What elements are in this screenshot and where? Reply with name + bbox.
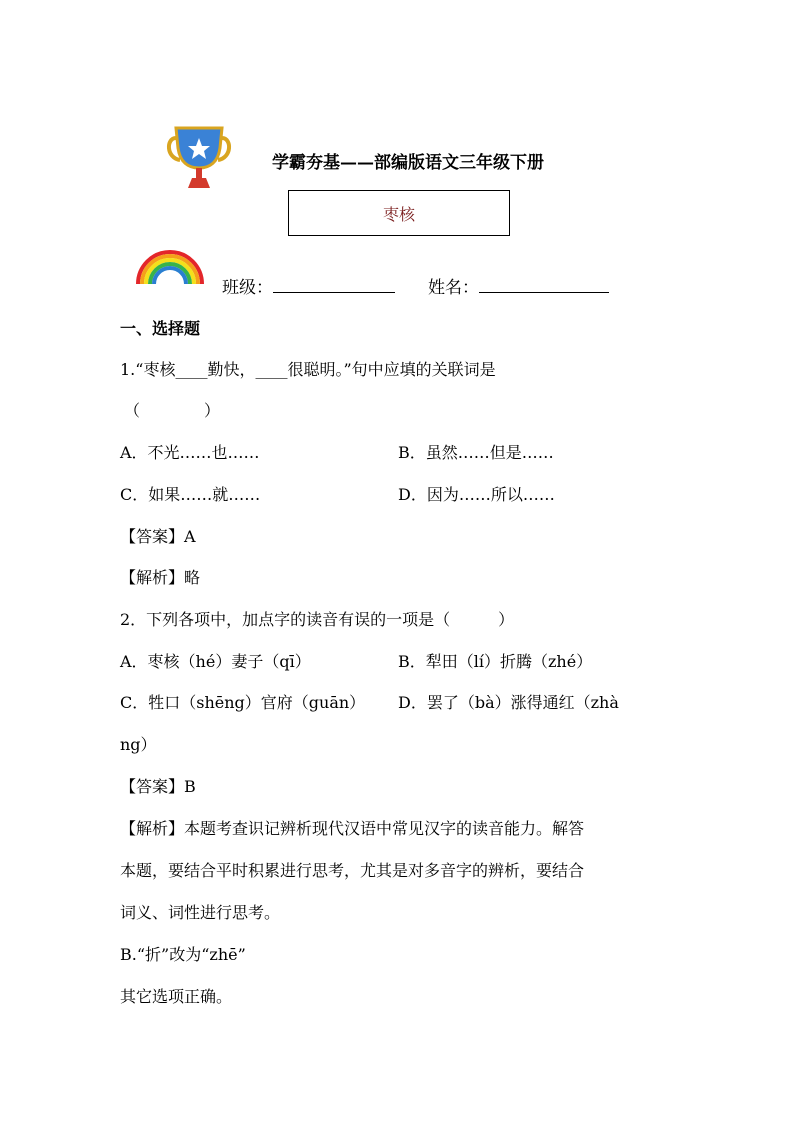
class-label: 班级： [222, 278, 273, 298]
trophy-icon [164, 124, 234, 190]
lesson-title-box [288, 190, 510, 236]
q2-analysis-line: 词义、词性进行思考。 [120, 903, 281, 922]
q1-answer: 【答案】A [120, 527, 196, 546]
q1-analysis: 【解析】略 [120, 568, 201, 587]
q2-option-a: A．枣核（hé）妻子（qī） [120, 652, 311, 671]
class-field [222, 273, 395, 298]
q1-option-a: A．不光……也…… [120, 443, 260, 462]
name-label: 姓名： [428, 278, 479, 298]
class-blank[interactable] [273, 275, 395, 293]
q1-answer-paren: （ ） [124, 401, 221, 420]
q2-analysis-line: 其它选项正确。 [120, 987, 233, 1006]
section-heading: 一、选择题 [120, 319, 201, 338]
q2-analysis-line: 【解析】本题考查识记辨析现代汉语中常见汉字的读音能力。解答 [120, 819, 585, 838]
q1-stem: 1.“枣核____勤快，____很聪明。”句中应填的关联词是 [120, 360, 496, 379]
q1-option-c: C．如果……就…… [120, 485, 261, 504]
q2-answer: 【答案】B [120, 777, 196, 796]
q2-analysis-line: 本题，要结合平时积累进行思考，尤其是对多音字的辨析，要结合 [120, 861, 585, 880]
document-title: 学霸夯基——部编版语文三年级下册 [272, 153, 544, 173]
name-blank[interactable] [479, 275, 609, 293]
lesson-title: 枣核 [382, 204, 415, 224]
q2-stem: 2．下列各项中，加点字的读音有误的一项是（ ） [120, 610, 515, 629]
q2-option-b: B．犁田（lí）折腾（zhé） [398, 652, 593, 671]
q2-analysis-line: B.“折”改为“zhē” [120, 945, 246, 964]
q2-option-d: D．罢了（bà）涨得通红（zhà [398, 693, 619, 712]
q1-option-d: D．因为……所以…… [398, 485, 555, 504]
q2-option-d-continued: ng） [120, 735, 157, 754]
q1-option-b: B．虽然……但是…… [398, 443, 554, 462]
name-field [428, 273, 609, 298]
rainbow-icon [134, 246, 206, 286]
q2-option-c: C．牲口（shēng）官府（guān） [120, 693, 366, 712]
